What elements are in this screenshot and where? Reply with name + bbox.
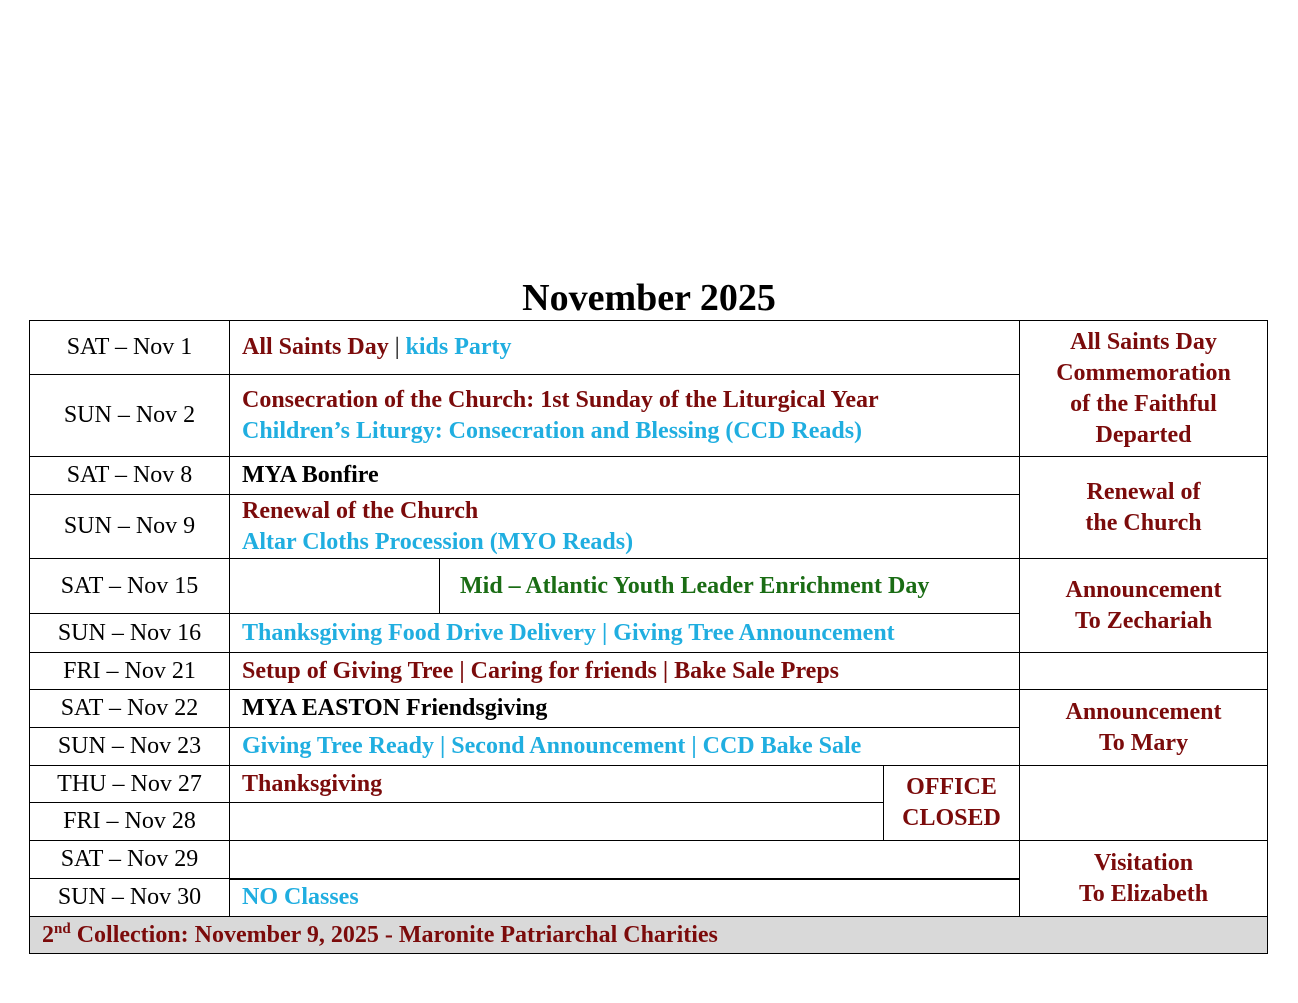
side-note-line: To Mary [1098,729,1189,756]
collection-note [30,917,1268,954]
event-text: Altar Cloths Procession (MYO Reads) [242,528,634,555]
date-cell: SUN – Nov 16 [30,614,230,653]
date-cell: SUN – Nov 23 [30,728,230,766]
date-cell: SAT – Nov 22 [30,690,230,728]
event-cell [230,495,1020,559]
date-cell: SUN – Nov 2 [30,375,230,457]
date-cell: FRI – Nov 21 [30,653,230,690]
side-note-line: To Elizabeth [1078,880,1209,907]
calendar-title: November 2025 [522,277,776,319]
event-cell: NO Classes [230,879,1020,917]
table-row [30,457,1268,495]
footer-row [30,917,1268,954]
event-cell [230,803,884,841]
date-cell: SUN – Nov 9 [30,495,230,559]
side-note-zechariah [1020,559,1268,653]
office-closed-note [884,766,1020,841]
event-text: Consecration of the Church: 1st Sunday of the Liturgical Year [242,386,879,413]
side-note-line: Departed [1095,421,1192,448]
event-cell [230,321,1020,375]
event-cell [230,375,1020,457]
side-note-line: of the Faithful [1070,390,1217,417]
date-cell: THU – Nov 27 [30,766,230,803]
date-cell: SAT – Nov 15 [30,559,230,614]
footer-text: Collection: November 9, 2025 - Maronite Patriarchal Charities [70,921,718,948]
footer-number: 2 [42,921,54,948]
empty-cell [1020,653,1268,690]
side-note-line: Visitation [1093,849,1194,876]
event-cell: Mid – Atlantic Youth Leader Enrichment Day [440,559,1020,614]
calendar-table [29,320,1268,954]
date-cell: SAT – Nov 8 [30,457,230,495]
event-text: Renewal of the Church [242,497,479,524]
side-note-line: Announcement [1065,576,1222,603]
event-text: All Saints Day [242,334,389,360]
side-note-line: Renewal of [1086,478,1201,505]
table-row [30,841,1268,879]
office-closed-line: OFFICE [906,774,997,800]
event-text: kids Party [405,334,512,360]
table-row [30,766,1268,803]
date-cell: SAT – Nov 1 [30,321,230,375]
event-text: Children’s Liturgy: Consecration and Blessing (CCD Reads) [242,417,863,444]
event-cell: Thanksgiving [230,766,884,803]
office-closed-line: CLOSED [902,805,1001,831]
separator: | [388,334,406,360]
side-note-line: Announcement [1065,698,1222,725]
date-cell: FRI – Nov 28 [30,803,230,841]
event-cell: Thanksgiving Food Drive Delivery | Giving Tree Announcement [230,614,1020,653]
empty-cell [1020,766,1268,841]
table-row [30,653,1268,690]
footer-ordinal: nd [54,920,71,937]
side-note-renewal [1020,457,1268,559]
side-note-all-saints [1020,321,1268,457]
date-cell: SUN – Nov 30 [30,879,230,917]
event-cell: MYA Bonfire [230,457,1020,495]
event-cell: Setup of Giving Tree | Caring for friends | Bake Sale Preps [230,653,1020,690]
side-note-mary [1020,690,1268,766]
event-cell: Giving Tree Ready | Second Announcement | CCD Bake Sale [230,728,1020,766]
side-note-line: the Church [1085,509,1202,536]
table-row [30,690,1268,728]
side-note-elizabeth [1020,841,1268,917]
side-note-line: Commemoration [1056,359,1231,386]
date-cell: SAT – Nov 29 [30,841,230,879]
table-row [30,559,1268,614]
side-note-line: All Saints Day [1070,328,1217,355]
event-cell: MYA EASTON Friendsgiving [230,690,1020,728]
event-cell [230,841,1020,879]
empty-cell [230,559,440,614]
side-note-line: To Zechariah [1074,607,1213,634]
table-row [30,321,1268,375]
